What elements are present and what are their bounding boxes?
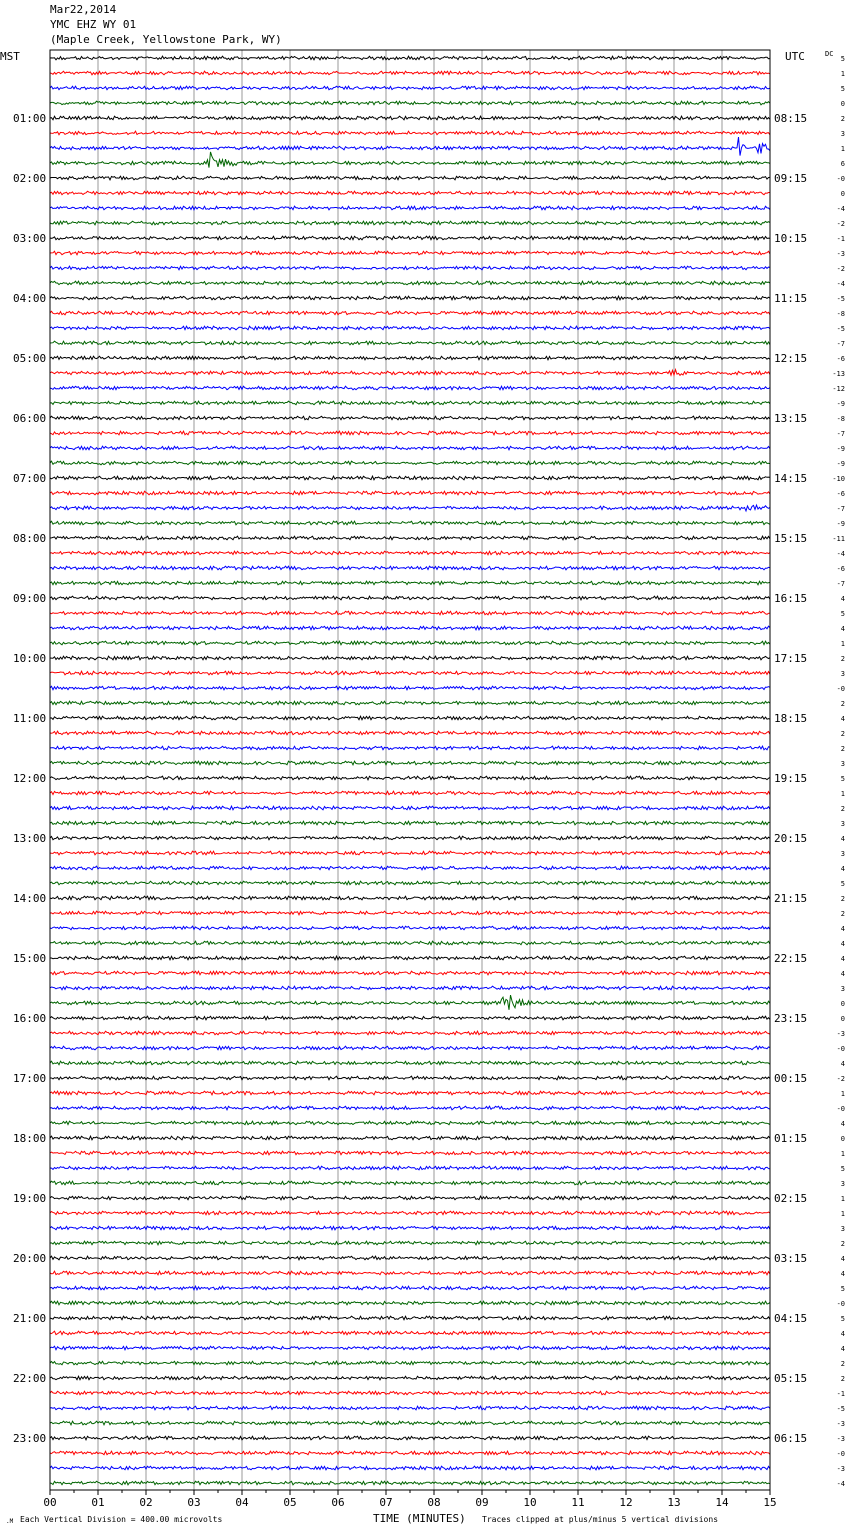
dc-offset-value: 5	[840, 85, 845, 93]
trace-line	[50, 137, 770, 156]
dc-offset-value: -0	[836, 1105, 845, 1113]
dc-offset-value: 5	[840, 1285, 845, 1293]
dc-offset-value: -1	[836, 235, 845, 243]
trace-line	[50, 701, 770, 705]
dc-offset-value: -13	[832, 370, 845, 378]
left-hour-label: 14:00	[13, 892, 47, 905]
left-timezone-label: MST	[0, 50, 20, 63]
trace-line	[50, 995, 770, 1010]
trace-line	[50, 416, 770, 420]
trace-line	[50, 296, 770, 300]
dc-offset-value: -4	[836, 280, 845, 288]
trace-line	[50, 116, 770, 120]
right-hour-label: 18:15	[774, 712, 808, 725]
x-tick-label: 10	[523, 1496, 537, 1509]
trace-line	[50, 326, 770, 330]
dc-offset-value: 2	[840, 115, 845, 123]
trace-line	[50, 641, 770, 645]
trace-line	[50, 1316, 770, 1320]
dc-offset-value: -4	[836, 1480, 845, 1488]
x-tick-label: 08	[427, 1496, 441, 1509]
logo-mark: .M	[6, 1518, 14, 1525]
dc-offset-value: 3	[840, 850, 845, 858]
left-hour-label: 13:00	[13, 832, 47, 845]
dc-offset-value: 3	[840, 130, 845, 138]
left-hour-label: 03:00	[13, 232, 47, 245]
dc-offset-value: -8	[836, 415, 845, 423]
dc-offset-value: 3	[840, 985, 845, 993]
trace-line	[50, 791, 770, 795]
dc-offset-value: 2	[840, 745, 845, 753]
trace-line	[50, 131, 770, 135]
trace-line	[50, 1331, 770, 1335]
trace-line	[50, 1226, 770, 1230]
x-tick-label: 07	[379, 1496, 393, 1509]
trace-line	[50, 566, 770, 570]
dc-offset-value: 6	[840, 160, 845, 168]
trace-line	[50, 1391, 770, 1395]
trace-line	[50, 581, 770, 585]
trace-line	[50, 491, 770, 495]
left-hour-label: 21:00	[13, 1312, 47, 1325]
trace-line	[50, 1346, 770, 1350]
trace-line	[50, 926, 770, 930]
left-hour-label: 11:00	[13, 712, 47, 725]
dc-offset-value: -3	[836, 250, 845, 258]
dc-offset-value: -3	[836, 1435, 845, 1443]
right-hour-label: 19:15	[774, 772, 808, 785]
x-tick-label: 01	[91, 1496, 105, 1509]
trace-line	[50, 370, 770, 376]
left-hour-label: 07:00	[13, 472, 47, 485]
right-hour-label: 02:15	[774, 1192, 808, 1205]
left-hour-label: 17:00	[13, 1072, 47, 1085]
dc-offset-value: -5	[836, 295, 845, 303]
dc-offset-value: -9	[836, 445, 845, 453]
left-hour-label: 12:00	[13, 772, 47, 785]
dc-offset-value: 0	[840, 1015, 845, 1023]
dc-offset-value: -7	[836, 505, 845, 513]
right-hour-label: 13:15	[774, 412, 808, 425]
dc-offset-value: -5	[836, 325, 845, 333]
trace-line	[50, 611, 770, 615]
trace-line	[50, 971, 770, 975]
trace-line	[50, 776, 770, 780]
trace-line	[50, 1136, 770, 1140]
x-tick-label: 03	[187, 1496, 201, 1509]
trace-line	[50, 626, 770, 630]
trace-line	[50, 1031, 770, 1035]
trace-line	[50, 236, 770, 240]
trace-line	[50, 836, 770, 840]
right-hour-label: 00:15	[774, 1072, 808, 1085]
dc-offset-value: -10	[832, 475, 845, 483]
trace-line	[50, 386, 770, 390]
dc-offset-value: 4	[840, 940, 845, 948]
dc-offset-value: 4	[840, 835, 845, 843]
dc-offset-value: 1	[840, 640, 845, 648]
dc-offset-value: 3	[840, 1225, 845, 1233]
trace-line	[50, 851, 770, 855]
trace-line	[50, 1061, 770, 1065]
left-hour-label: 04:00	[13, 292, 47, 305]
left-hour-label: 08:00	[13, 532, 47, 545]
trace-line	[50, 881, 770, 885]
dc-offset-value: 4	[840, 1120, 845, 1128]
station-name: YMC EHZ WY 01	[50, 18, 137, 31]
trace-line	[50, 431, 770, 435]
seismic-traces	[50, 56, 770, 1485]
trace-line	[50, 1451, 770, 1455]
dc-offset-value: -7	[836, 580, 845, 588]
trace-line	[50, 1151, 770, 1155]
trace-line	[50, 866, 770, 870]
left-hour-label: 20:00	[13, 1252, 47, 1265]
trace-line	[50, 1436, 770, 1440]
trace-line	[50, 341, 770, 345]
right-hour-label: 12:15	[774, 352, 808, 365]
dc-offset-value: -4	[836, 550, 845, 558]
dc-offset-value: -9	[836, 460, 845, 468]
dc-offset-value: 2	[840, 655, 845, 663]
dc-offset-value: 1	[840, 1090, 845, 1098]
plot-date: Mar22,2014	[50, 3, 117, 16]
trace-line	[50, 731, 770, 735]
dc-offset-value: 4	[840, 1330, 845, 1338]
dc-offset-value: 1	[840, 1210, 845, 1218]
trace-line	[50, 1256, 770, 1260]
left-hour-label: 19:00	[13, 1192, 47, 1205]
dc-offset-value: 5	[840, 1165, 845, 1173]
left-hour-label: 02:00	[13, 172, 47, 185]
left-hour-label: 01:00	[13, 112, 47, 125]
trace-line	[50, 152, 770, 168]
dc-offset-value: 5	[840, 775, 845, 783]
dc-offset-value: -6	[836, 355, 845, 363]
dc-offset-value: 3	[840, 820, 845, 828]
trace-line	[50, 686, 770, 690]
trace-line	[50, 101, 770, 105]
left-hour-label: 05:00	[13, 352, 47, 365]
dc-offset-value: -7	[836, 340, 845, 348]
left-hour-label: 10:00	[13, 652, 47, 665]
x-tick-label: 12	[619, 1496, 633, 1509]
dc-offset-value: 0	[840, 100, 845, 108]
dc-offset-value: -11	[832, 535, 845, 543]
trace-line	[50, 821, 770, 825]
trace-line	[50, 1421, 770, 1425]
dc-offset-value: -9	[836, 400, 845, 408]
dc-offset-value: -0	[836, 685, 845, 693]
right-hour-label: 03:15	[774, 1252, 808, 1265]
trace-line	[50, 461, 770, 465]
right-hour-label: 10:15	[774, 232, 808, 245]
dc-offset-value: 1	[840, 790, 845, 798]
trace-line	[50, 806, 770, 810]
station-location: (Maple Creek, Yellowstone Park, WY)	[50, 33, 282, 46]
dc-offset-value: -0	[836, 1300, 845, 1308]
dc-offset-value: 3	[840, 760, 845, 768]
trace-line	[50, 536, 770, 540]
dc-offset-value: 4	[840, 595, 845, 603]
trace-line	[50, 1481, 770, 1485]
right-hour-label: 11:15	[774, 292, 808, 305]
trace-line	[50, 1076, 770, 1080]
dc-offset-value: 4	[840, 1345, 845, 1353]
dc-offset-value: -12	[832, 385, 845, 393]
dc-offset-value: -3	[836, 1030, 845, 1038]
dc-offset-value: 2	[840, 730, 845, 738]
x-tick-label: 13	[667, 1496, 681, 1509]
x-tick-label: 15	[763, 1496, 777, 1509]
right-hour-label: 01:15	[774, 1132, 808, 1145]
trace-line	[50, 71, 770, 75]
dc-offset-value: 4	[840, 955, 845, 963]
trace-line	[50, 1046, 770, 1050]
left-hour-label: 06:00	[13, 412, 47, 425]
trace-line	[50, 176, 770, 180]
dc-offset-value: -6	[836, 565, 845, 573]
dc-offset-value: -0	[836, 175, 845, 183]
right-hour-label: 21:15	[774, 892, 808, 905]
dc-offset-value: 3	[840, 1180, 845, 1188]
dc-offset-value: 0	[840, 1135, 845, 1143]
dc-offset-value: 2	[840, 1240, 845, 1248]
right-hour-label: 05:15	[774, 1372, 808, 1385]
dc-offset-value: 5	[840, 55, 845, 63]
left-hour-label: 16:00	[13, 1012, 47, 1025]
trace-line	[50, 941, 770, 945]
trace-line	[50, 521, 770, 525]
x-tick-label: 09	[475, 1496, 489, 1509]
dc-offset-value: 5	[840, 880, 845, 888]
dc-offset-value: 2	[840, 700, 845, 708]
dc-offset-value: -3	[836, 1420, 845, 1428]
dc-header-label: DC	[825, 50, 834, 58]
trace-line	[50, 1406, 770, 1410]
trace-line	[50, 1196, 770, 1200]
dc-offset-value: 5	[840, 610, 845, 618]
dc-offset-value: -4	[836, 205, 845, 213]
dc-offset-value: 0	[840, 190, 845, 198]
dc-offset-value: -2	[836, 265, 845, 273]
left-hour-label: 18:00	[13, 1132, 47, 1145]
right-hour-label: 08:15	[774, 112, 808, 125]
dc-offset-value: -5	[836, 1405, 845, 1413]
right-hour-label: 20:15	[774, 832, 808, 845]
trace-line	[50, 716, 770, 720]
left-hour-label: 22:00	[13, 1372, 47, 1385]
trace-line	[50, 1166, 770, 1170]
left-hour-label: 09:00	[13, 592, 47, 605]
x-tick-label: 00	[43, 1496, 57, 1509]
trace-line	[50, 656, 770, 660]
axis-labels	[13, 55, 845, 1509]
trace-line	[50, 1301, 770, 1305]
x-tick-label: 05	[283, 1496, 297, 1509]
dc-offset-value: 5	[840, 1315, 845, 1323]
right-hour-label: 04:15	[774, 1312, 808, 1325]
dc-offset-value: 2	[840, 1375, 845, 1383]
trace-line	[50, 1466, 770, 1470]
trace-line	[50, 911, 770, 915]
dc-offset-value: 4	[840, 970, 845, 978]
dc-offset-value: 4	[840, 625, 845, 633]
trace-line	[50, 505, 770, 511]
trace-line	[50, 1106, 770, 1110]
x-tick-label: 04	[235, 1496, 249, 1509]
dc-offset-value: -8	[836, 310, 845, 318]
dc-offset-value: -2	[836, 220, 845, 228]
trace-line	[50, 1121, 770, 1125]
right-hour-label: 06:15	[774, 1432, 808, 1445]
dc-offset-value: -9	[836, 520, 845, 528]
dc-offset-value: 2	[840, 805, 845, 813]
trace-line	[50, 401, 770, 405]
trace-line	[50, 266, 770, 270]
trace-line	[50, 446, 770, 450]
scale-note: Each Vertical Division = 400.00 microvolts	[20, 1515, 223, 1524]
trace-line	[50, 206, 770, 210]
dc-offset-value: 4	[840, 1270, 845, 1278]
left-hour-label: 15:00	[13, 952, 47, 965]
dc-offset-value: 2	[840, 910, 845, 918]
dc-offset-value: -2	[836, 1075, 845, 1083]
right-hour-label: 23:15	[774, 1012, 808, 1025]
dc-offset-value: -3	[836, 1465, 845, 1473]
right-hour-label: 22:15	[774, 952, 808, 965]
trace-line	[50, 1241, 770, 1245]
trace-line	[50, 191, 770, 195]
trace-line	[50, 86, 770, 90]
dc-offset-value: 4	[840, 925, 845, 933]
x-tick-label: 14	[715, 1496, 729, 1509]
trace-line	[50, 1376, 770, 1380]
trace-line	[50, 221, 770, 225]
trace-line	[50, 56, 770, 60]
dc-offset-value: -1	[836, 1390, 845, 1398]
right-hour-label: 17:15	[774, 652, 808, 665]
trace-line	[50, 596, 770, 600]
trace-line	[50, 476, 770, 480]
trace-line	[50, 281, 770, 285]
trace-line	[50, 356, 770, 360]
trace-line	[50, 986, 770, 990]
trace-line	[50, 1091, 770, 1095]
dc-offset-value: 0	[840, 1000, 845, 1008]
trace-line	[50, 551, 770, 555]
trace-line	[50, 671, 770, 675]
right-hour-label: 15:15	[774, 532, 808, 545]
left-hour-label: 23:00	[13, 1432, 47, 1445]
dc-offset-value: -6	[836, 490, 845, 498]
dc-offset-value: 2	[840, 1360, 845, 1368]
dc-offset-value: 4	[840, 715, 845, 723]
dc-offset-value: 3	[840, 670, 845, 678]
right-timezone-label: UTC	[785, 50, 805, 63]
dc-offset-value: 1	[840, 145, 845, 153]
trace-line	[50, 1016, 770, 1020]
dc-offset-value: 4	[840, 1255, 845, 1263]
x-tick-label: 02	[139, 1496, 153, 1509]
dc-offset-value: 1	[840, 1150, 845, 1158]
right-hour-label: 14:15	[774, 472, 808, 485]
trace-line	[50, 761, 770, 765]
trace-line	[50, 896, 770, 900]
trace-line	[50, 1211, 770, 1215]
x-axis-title: TIME (MINUTES)	[373, 1512, 466, 1525]
right-hour-label: 09:15	[774, 172, 808, 185]
right-hour-label: 16:15	[774, 592, 808, 605]
trace-line	[50, 251, 770, 255]
dc-offset-value: 4	[840, 865, 845, 873]
x-tick-label: 11	[571, 1496, 585, 1509]
trace-line	[50, 1271, 770, 1275]
trace-line	[50, 311, 770, 315]
trace-line	[50, 746, 770, 750]
dc-offset-value: 1	[840, 1195, 845, 1203]
dc-offset-value: 1	[840, 70, 845, 78]
dc-offset-value: 4	[840, 1060, 845, 1068]
x-tick-label: 06	[331, 1496, 345, 1509]
trace-line	[50, 1286, 770, 1290]
trace-line	[50, 956, 770, 960]
clip-note: Traces clipped at plus/minus 5 vertical divisions	[482, 1515, 719, 1524]
dc-offset-value: -7	[836, 430, 845, 438]
trace-line	[50, 1361, 770, 1365]
trace-line	[50, 1181, 770, 1185]
dc-offset-value: 2	[840, 895, 845, 903]
dc-offset-value: -0	[836, 1045, 845, 1053]
dc-offset-value: -0	[836, 1450, 845, 1458]
